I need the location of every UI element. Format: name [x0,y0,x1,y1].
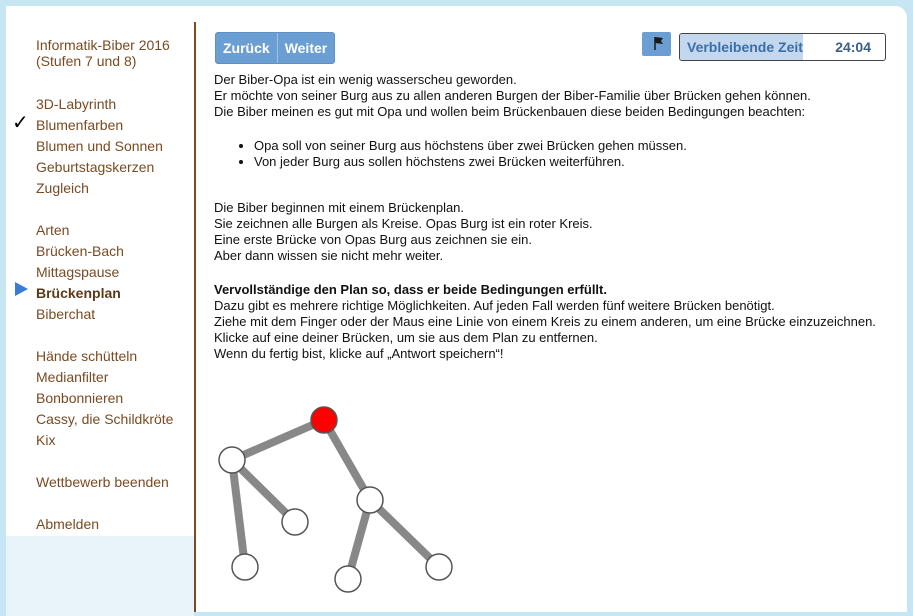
instruction-heading: Vervollständige den Plan so, dass er beide Bedingungen erfüllt. [214,282,607,297]
sidebar-item-medianfilter[interactable]: Medianfilter [36,369,109,385]
condition-item: • Von jeder Burg aus sollen höchstens zwei Brücken weiterführen. [254,154,894,170]
sidebar-item-geburtstagskerzen[interactable]: Geburtstagskerzen [36,159,155,175]
timer [679,33,886,61]
task-group [36,220,124,325]
sidebar-item-haende-schuetteln[interactable]: Hände schütteln [36,348,138,364]
bridge-plan-graph[interactable] [206,401,466,601]
sidebar [6,6,194,536]
sidebar-item-cassy-die-schildkroete[interactable]: Cassy, die Schildkröte [36,411,174,427]
text-line: Dazu gibt es mehrere richtige Möglichkeiten. Auf jeden Fall werden fünf weitere Brücken benötigt. [214,298,775,313]
text-line: Eine erste Brücke von Opas Burg aus zeichnen sie ein. [214,232,532,247]
sidebar-item-kix[interactable]: Kix [36,432,56,448]
sidebar-item-biberchat[interactable]: Biberchat [36,306,96,322]
app-frame [6,6,907,612]
current-task-arrow-icon [15,282,28,296]
condition-item: • Opa soll von seiner Burg aus höchstens über zwei Brücken gehen müssen. [254,138,894,154]
bridge-d-f[interactable] [370,500,439,567]
sidebar-item-blumenfarben[interactable]: Blumenfarben [36,117,124,133]
sidebar-item-bruecken-bach[interactable]: Brücken-Bach [36,243,124,259]
sidebar-item-bonbonnieren[interactable]: Bonbonnieren [36,390,124,406]
back-button[interactable]: Zurück [223,40,270,56]
sidebar-divider [194,22,196,612]
conditions-list [214,138,894,170]
sidebar-item-arten[interactable]: Arten [36,222,70,238]
plan-text [214,200,894,264]
sidebar-footer [6,536,194,616]
checkmark-icon: ✓ [12,112,29,134]
text-line: Klicke auf eine deiner Brücken, um sie aus dem Plan zu entfernen. [214,330,598,345]
intro-text [214,72,894,120]
castle-node-e[interactable] [335,566,361,592]
text-line: Der Biber-Opa ist ein wenig wasserscheu geworden. [214,72,517,87]
flag-icon [642,32,671,56]
bridge-opa-a[interactable] [232,420,324,460]
text-line: Aber dann wissen sie nicht mehr weiter. [214,248,444,263]
flag-button[interactable] [642,32,671,56]
instruction-text [214,298,894,362]
instructions [214,282,894,362]
timer-value: 24:04 [835,39,871,55]
text-line: Er möchte von seiner Burg aus zu allen anderen Burgen der Biber-Familie über Brücken gehen können. [214,88,811,103]
text-line: Die Biber meinen es gut mit Opa und wollen beim Brückenbauen diese beiden Bedingungen beachten: [214,104,806,119]
castle-node-a[interactable] [219,447,245,473]
text-line: Ziehe mit dem Finger oder der Maus eine Linie von einem Kreis zu einem anderen, um eine Brücke einzuzeichnen. [214,314,876,329]
timer-label: Verbleibende Zeit [687,39,803,55]
bridges [232,420,439,579]
sidebar-item-3d-labyrinth[interactable]: 3D-Labyrinth [36,96,117,112]
castle-node-f[interactable] [426,554,452,580]
text-line: Wenn du fertig bist, klicke auf „Antwort speichern“! [214,346,504,361]
castle-node-b[interactable] [282,509,308,535]
contest-title: Informatik-Biber 2016 (Stufen 7 und 8) [36,37,170,69]
navigation-buttons [215,32,335,64]
sidebar-item-wettbewerb-beenden[interactable]: Wettbewerb beenden [36,474,169,490]
castle-node-d[interactable] [357,487,383,513]
task-group [36,472,169,493]
bridge-opa-d[interactable] [324,420,370,500]
text-line: Die Biber beginnen mit einem Brückenplan. [214,200,465,215]
task-group [36,346,173,451]
sidebar-item-blumen-und-sonnen[interactable]: Blumen und Sonnen [36,138,163,154]
sidebar-item-abmelden[interactable]: Abmelden [36,516,100,532]
task-description [214,72,894,362]
sidebar-item-mittagspause[interactable]: Mittagspause [36,264,120,280]
task-group [36,94,163,199]
text-line: Sie zeichnen alle Burgen als Kreise. Opas Burg ist ein roter Kreis. [214,216,593,231]
grandpa-castle-node[interactable] [311,407,337,433]
sidebar-item-brueckenplan[interactable]: Brückenplan [36,285,121,301]
sidebar-item-zugleich[interactable]: Zugleich [36,180,89,196]
castle-node-c[interactable] [232,554,258,580]
task-group [36,514,99,535]
next-button[interactable]: Weiter [277,33,335,63]
